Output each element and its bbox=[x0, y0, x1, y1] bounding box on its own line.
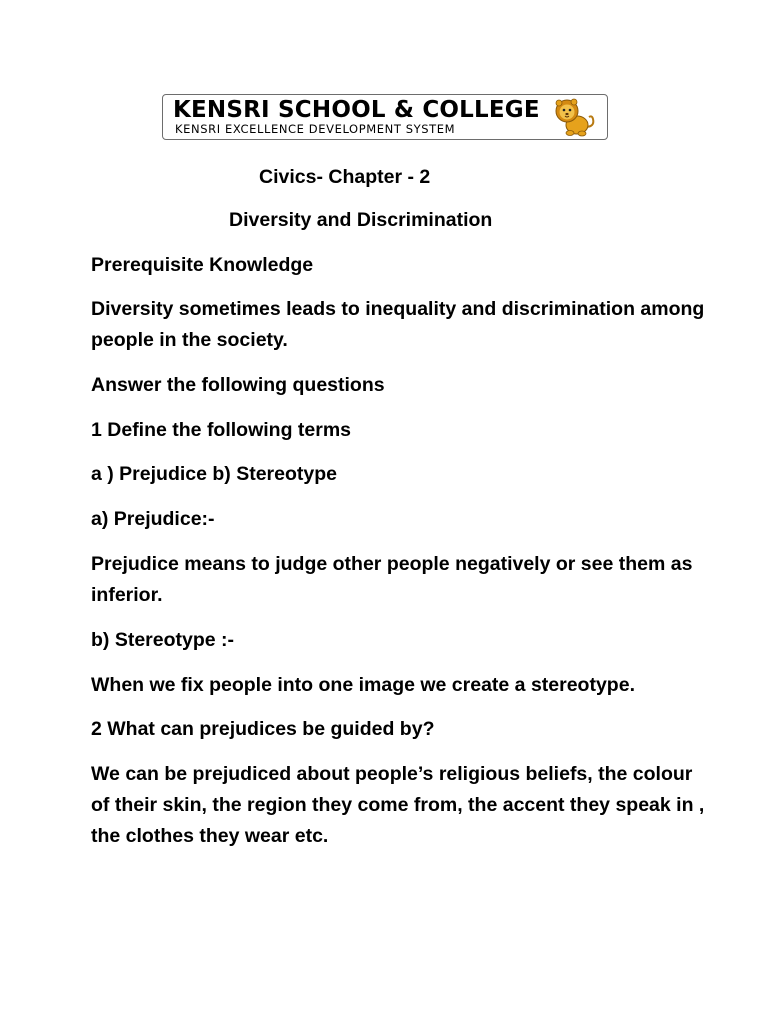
answer-a-text: Prejudice means to judge other people negatively or see them as inferior. bbox=[91, 553, 693, 606]
answer-b-heading: b) Stereotype :- bbox=[91, 629, 235, 651]
lion-cub-mascot-icon bbox=[547, 97, 599, 137]
school-logo-banner bbox=[162, 94, 608, 140]
question-2-answer: We can be prejudiced about people’s religious beliefs, the colour of their skin, the region they come from, the accent they speak in , the clothes they wear etc. bbox=[91, 763, 705, 847]
prereq-text: Diversity sometimes leads to inequality and discrimination among people in the society. bbox=[91, 298, 705, 351]
subject-heading: Civics- Chapter - 2 bbox=[259, 166, 431, 188]
chapter-title: Diversity and Discrimination bbox=[229, 209, 493, 231]
instruction-text: Answer the following questions bbox=[91, 374, 385, 396]
question-2: 2 What can prejudices be guided by? bbox=[91, 718, 435, 740]
question-1: 1 Define the following terms bbox=[91, 419, 352, 441]
answer-b-text: When we fix people into one image we create a stereotype. bbox=[91, 674, 635, 696]
prereq-heading: Prerequisite Knowledge bbox=[91, 254, 314, 276]
question-1-parts: a ) Prejudice b) Stereotype bbox=[91, 463, 337, 485]
answer-a-heading: a) Prejudice:- bbox=[91, 508, 215, 530]
system-name: KENSRI EXCELLENCE DEVELOPMENT SYSTEM bbox=[175, 122, 456, 136]
school-name: KENSRI SCHOOL & COLLEGE bbox=[173, 97, 540, 123]
